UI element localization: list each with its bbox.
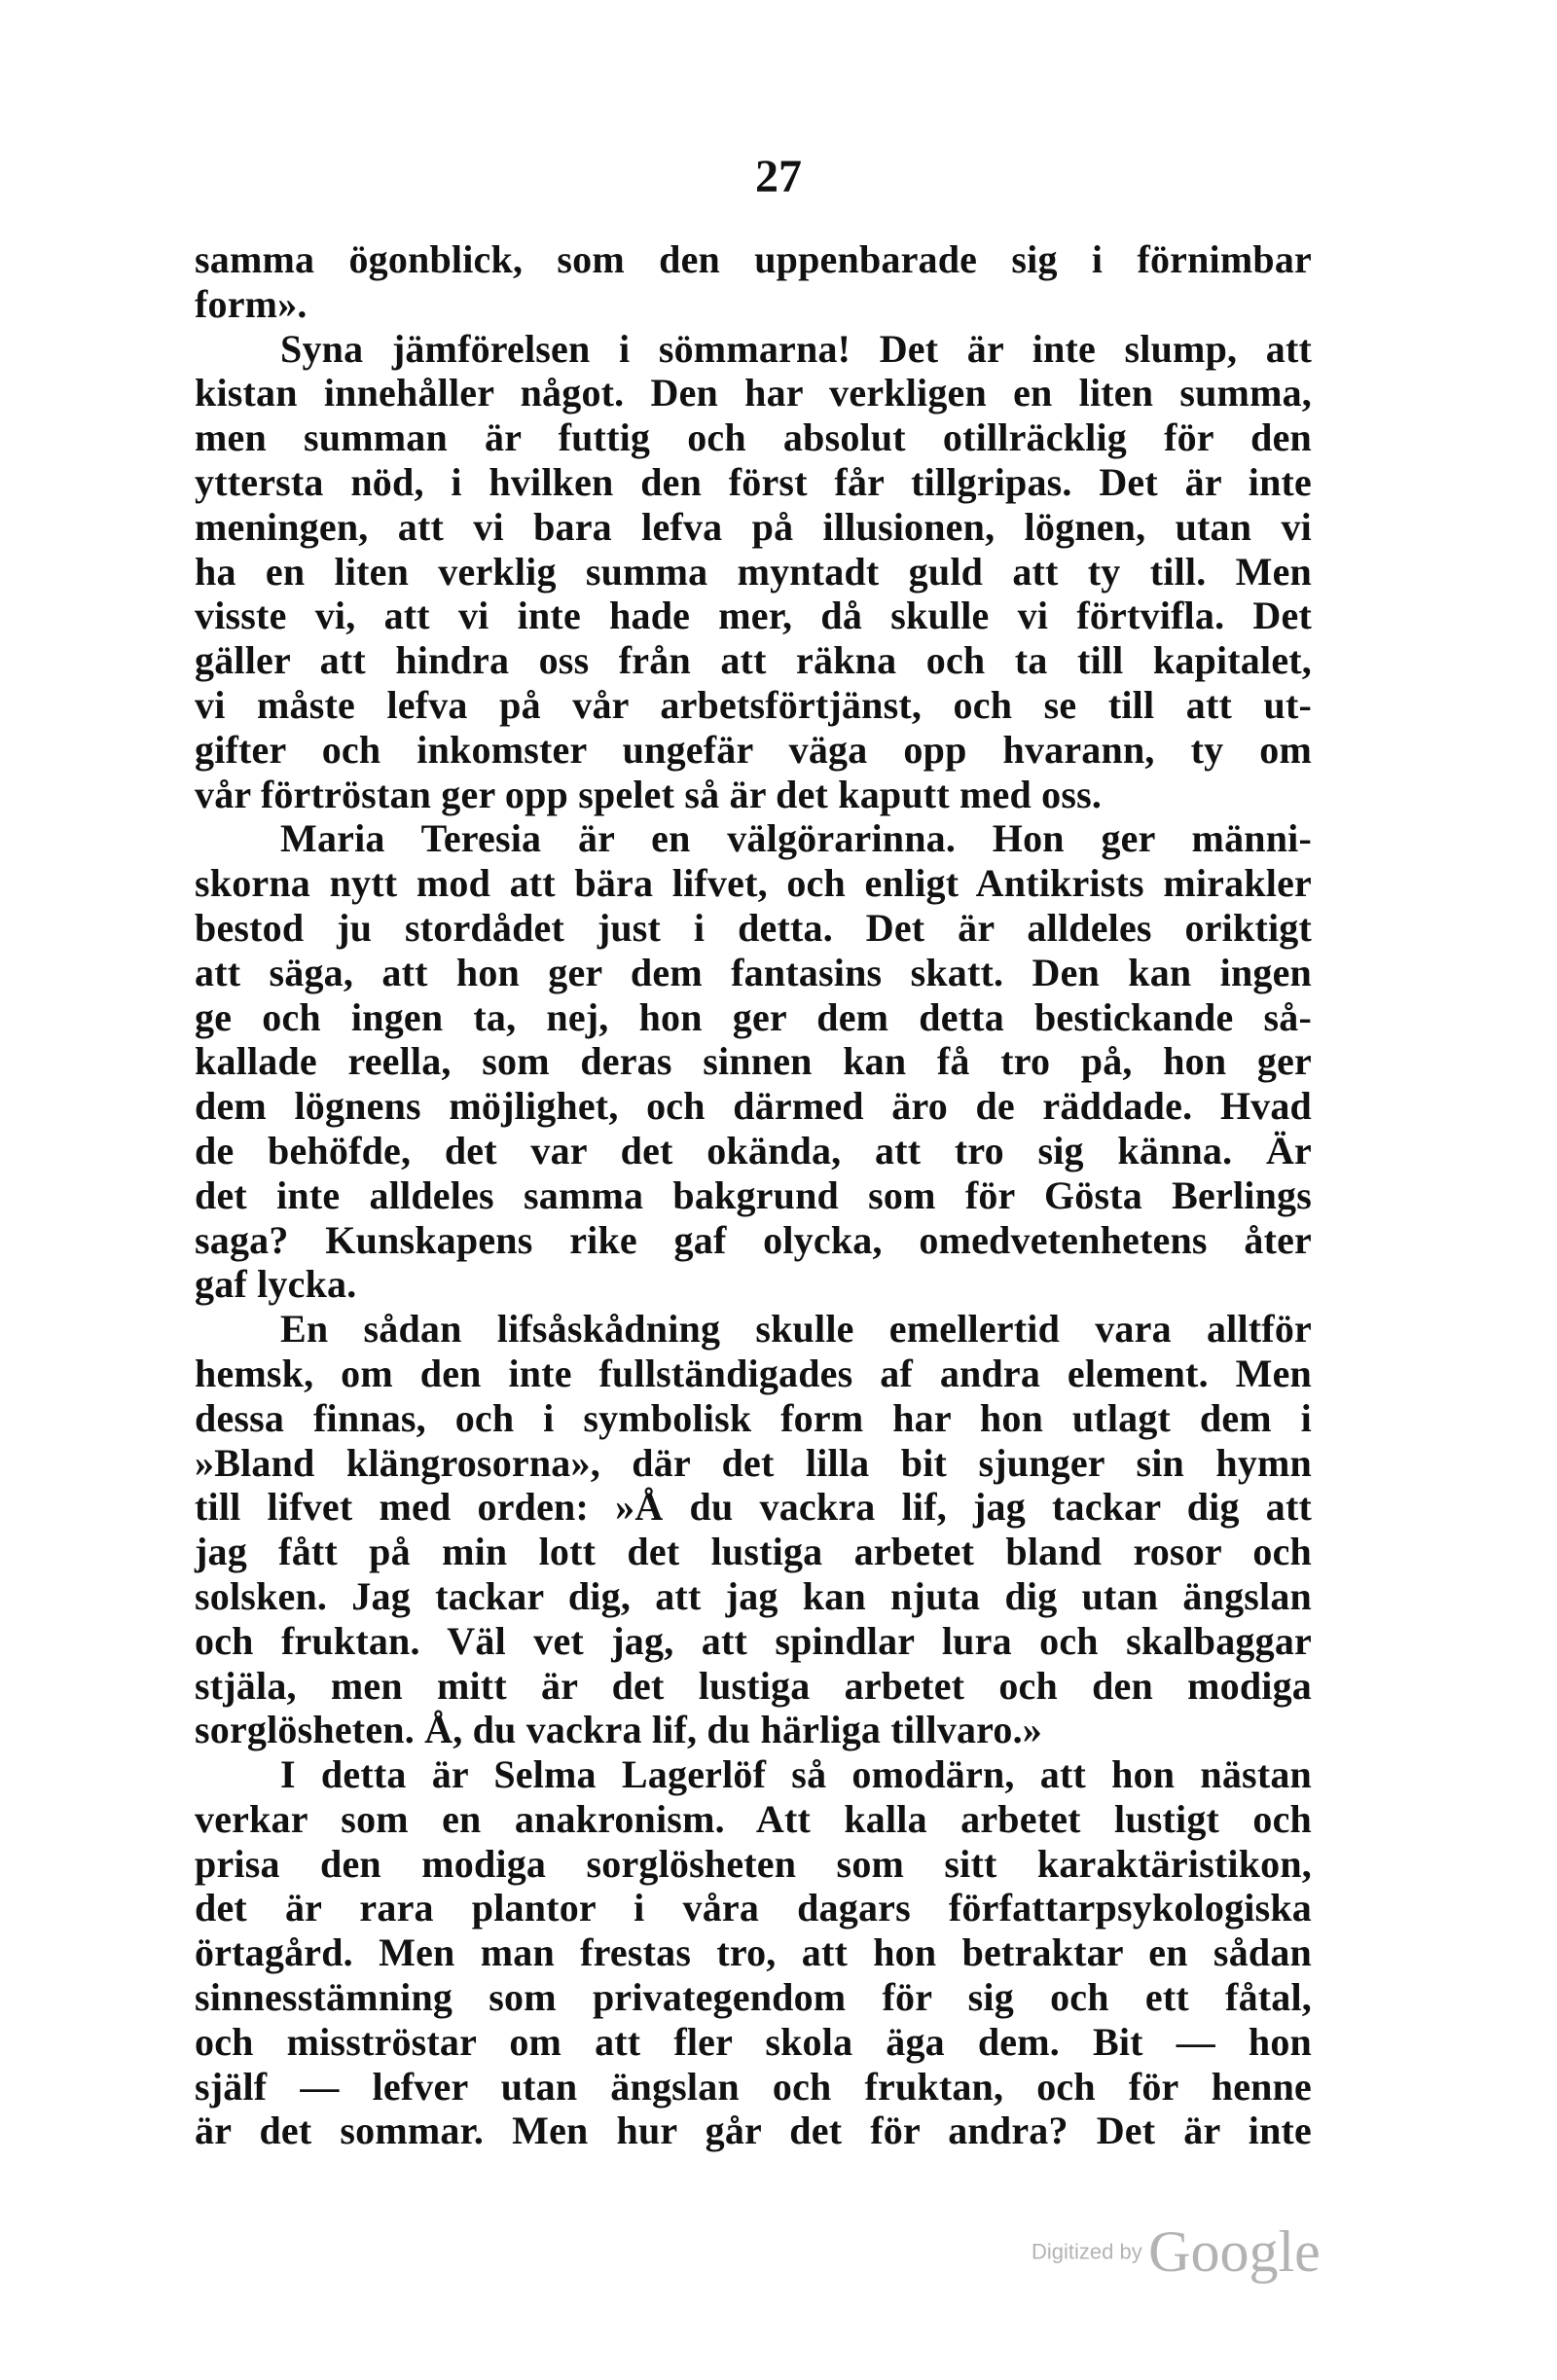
paragraph <box>195 816 1312 1307</box>
text-line: gaf lycka. <box>195 1262 357 1307</box>
text-line: vår förtröstan ger opp spelet så är det kaputt med oss. <box>195 772 1103 816</box>
text-line: saga? Kunskapens rike gaf olycka, omedvetenhetens åter <box>195 1217 1312 1262</box>
text-line: bestod ju stordådet just i detta. Det är alldeles oriktigt <box>195 905 1312 950</box>
text-line: sorglösheten. Å, du vackra lif, du härliga tillvaro.» <box>195 1708 1043 1752</box>
paragraph <box>195 1752 1312 2153</box>
text-line: vi måste lefva på vår arbetsförtjänst, och se till att ut- <box>195 682 1312 727</box>
text-line: det är rara plantor i våra dagars författarpsykologiska <box>195 1886 1312 1930</box>
watermark-prefix: Digitized by <box>1032 2239 1142 2264</box>
text-line: men summan är futtig och absolut otillräcklig för den <box>195 415 1312 460</box>
body-text <box>195 237 1312 2153</box>
text-line: de behöfde, det var det okända, att tro sig känna. Är <box>195 1128 1312 1172</box>
text-line: själf — lefver utan ängslan och fruktan, och för henne <box>195 2064 1312 2109</box>
text-line: kistan innehåller något. Den har verkligen en liten summa, <box>195 371 1312 415</box>
text-line: En sådan lifsåskådning skulle emellertid vara alltför <box>280 1307 1312 1352</box>
text-line: form». <box>195 281 308 326</box>
text-line: samma ögonblick, som den uppenbarade sig i förnimbar <box>195 237 1312 281</box>
text-line: och misströstar om att fler skola äga dem. Bit — hon <box>195 2019 1312 2064</box>
text-line: visste vi, att vi inte hade mer, då skulle vi förtvifla. Det <box>195 594 1312 638</box>
text-line: yttersta nöd, i hvilken den först får tillgripas. Det är inte <box>195 459 1312 504</box>
text-line: ha en liten verklig summa myntadt guld att ty till. Men <box>195 549 1312 594</box>
paragraph <box>195 1307 1312 1752</box>
text-line: skorna nytt mod att bära lifvet, och enligt Antikrists mirakler <box>195 861 1312 906</box>
text-line: »Bland klängrosorna», där det lilla bit sjunger sin hymn <box>195 1440 1312 1485</box>
text-line: kallade reella, som deras sinnen kan få tro på, hon ger <box>195 1039 1312 1084</box>
text-line: örtagård. Men man frestas tro, att hon betraktar en sådan <box>195 1930 1312 1975</box>
page-number: 27 <box>755 151 802 202</box>
text-line: dessa finnas, och i symbolisk form har hon utlagt dem i <box>195 1395 1312 1440</box>
text-line: prisa den modiga sorglösheten som sitt karaktäristikon, <box>195 1841 1312 1886</box>
text-line: solsken. Jag tackar dig, att jag kan njuta dig utan ängslan <box>195 1573 1312 1618</box>
paragraph <box>195 237 1312 327</box>
text-line: till lifvet med orden: »Å du vackra lif, jag tackar dig att <box>195 1485 1312 1530</box>
text-line: ge och ingen ta, nej, hon ger dem detta bestickande så- <box>195 994 1312 1039</box>
text-line: jag fått på min lott det lustiga arbetet bland rosor och <box>195 1530 1312 1574</box>
text-line: hemsk, om den inte fullständigades af andra element. Men <box>195 1351 1312 1395</box>
digitized-by-google-watermark <box>1032 2218 1321 2286</box>
text-line: gäller att hindra oss från att räkna och ta till kapitalet, <box>195 638 1312 683</box>
text-line: Syna jämförelsen i sömmarna! Det är inte slump, att <box>280 326 1312 371</box>
text-line: det inte alldeles samma bakgrund som för Gösta Berlings <box>195 1172 1312 1217</box>
text-line: stjäla, men mitt är det lustiga arbetet och den modiga <box>195 1663 1312 1708</box>
paragraph <box>195 327 1312 817</box>
text-line: Maria Teresia är en välgörarinna. Hon ger männi- <box>280 816 1312 861</box>
text-line: I detta är Selma Lagerlöf så omodärn, att hon nästan <box>280 1752 1312 1797</box>
text-line: och fruktan. Väl vet jag, att spindlar lura och skalbaggar <box>195 1618 1312 1663</box>
text-line: är det sommar. Men hur går det för andra? Det är inte <box>195 2109 1312 2153</box>
text-line: att säga, att hon ger dem fantasins skatt. Den kan ingen <box>195 950 1312 994</box>
text-line: meningen, att vi bara lefva på illusionen, lögnen, utan vi <box>195 504 1312 549</box>
text-line: verkar som en anakronism. Att kalla arbetet lustigt och <box>195 1796 1312 1841</box>
text-line: dem lögnens möjlighet, och därmed äro de räddade. Hvad <box>195 1084 1312 1129</box>
text-line: gifter och inkomster ungefär väga opp hvarann, ty om <box>195 727 1312 772</box>
google-logo: Google <box>1148 2219 1321 2284</box>
text-line: sinnesstämning som privategendom för sig och ett fåtal, <box>195 1975 1312 2020</box>
